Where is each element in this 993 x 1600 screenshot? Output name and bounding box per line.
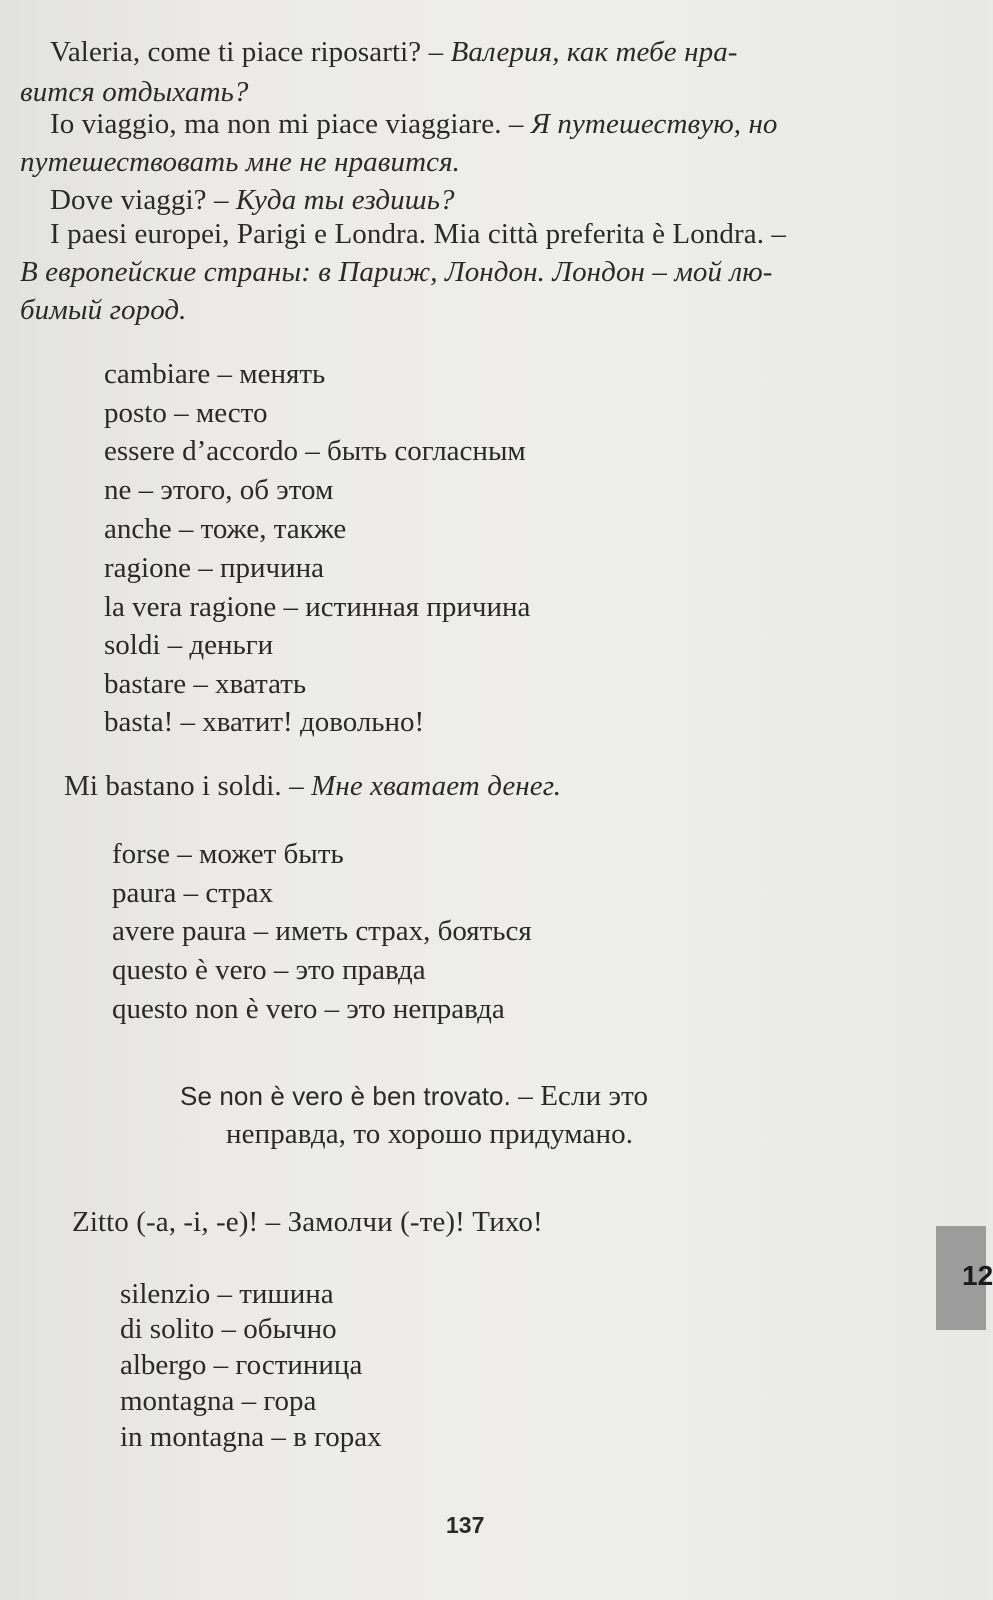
proverb-line-1 [180, 1080, 648, 1113]
vocab-item: questo è vero – это правда [112, 954, 426, 986]
vocab-item: ne – этого, об этом [104, 474, 334, 506]
vocab-item: la vera ragione – истинная причина [104, 591, 531, 623]
proverb-it: Se non è vero è ben trovato. [180, 1081, 511, 1111]
example-ru: Мне хватает денег. [311, 770, 562, 802]
vocab-item: albergo – гостиница [120, 1349, 363, 1381]
example-sentence [64, 770, 561, 803]
vocab-item: montagna – гора [120, 1385, 317, 1417]
dialogue-line-4: путешествовать мне не нравится. [20, 146, 461, 178]
dialogue-line-1 [50, 36, 738, 69]
dialogue-ru: Куда ты ездишь? [235, 184, 455, 216]
vocab-item: anche – тоже, также [104, 513, 347, 545]
dialogue-line-2: вится отдыхать? [20, 76, 249, 108]
vocab-item: in montagna – в горах [120, 1421, 382, 1453]
vocab-item: di solito – обычно [120, 1313, 337, 1345]
vocab-item: bastare – хватать [104, 668, 307, 700]
vocab-item: posto – место [104, 397, 268, 429]
dialogue-it: Valeria, come ti piace riposarti? – [50, 36, 451, 68]
dialogue-line-5 [50, 184, 455, 217]
vocab-item: cambiare – менять [104, 358, 326, 390]
vocab-item: soldi – деньги [104, 629, 274, 661]
dialogue-line-7: В европейские страны: в Париж, Лондон. Лондон – мой лю- [20, 256, 773, 288]
dialogue-ru: Валерия, как тебе нра- [450, 36, 738, 68]
vocab-item: questo non è vero – это неправда [112, 993, 505, 1025]
dialogue-ru: Я путешествую, но [530, 108, 778, 140]
proverb-line-2: неправда, то хорошо придумано. [226, 1118, 634, 1150]
vocab-item: avere paura – иметь страх, бояться [112, 915, 532, 947]
dialogue-line-3 [50, 108, 778, 141]
dialogue-it: Dove viaggi? – [50, 184, 236, 216]
vocab-item: paura – страх [112, 877, 274, 909]
dialogue-it: Io viaggio, ma non mi piace viaggiare. – [50, 108, 531, 140]
example-it: Mi bastano i soldi. – [64, 770, 312, 802]
page-number: 137 [446, 1512, 485, 1538]
zitto-line: Zitto (-a, -i, -e)! – Замолчи (-те)! Тихо! [72, 1206, 543, 1238]
chapter-tab [936, 1226, 993, 1330]
proverb-ru-1: – Если это [510, 1080, 649, 1112]
dialogue-line-8: бимый город. [20, 294, 187, 326]
dialogue-line-6 [50, 218, 786, 251]
vocab-item: silenzio – тишина [120, 1278, 334, 1310]
vocab-item: forse – может быть [112, 838, 344, 870]
dialogue-it: I paesi europei, Parigi e Londra. Mia città preferita è Londra. – [50, 218, 787, 250]
vocab-item: essere d’accordo – быть согласным [104, 435, 526, 467]
vocab-item: basta! – хватит! довольно! [104, 706, 425, 738]
chapter-tab-label: 12 [962, 1260, 993, 1291]
vocab-item: ragione – причина [104, 552, 324, 584]
